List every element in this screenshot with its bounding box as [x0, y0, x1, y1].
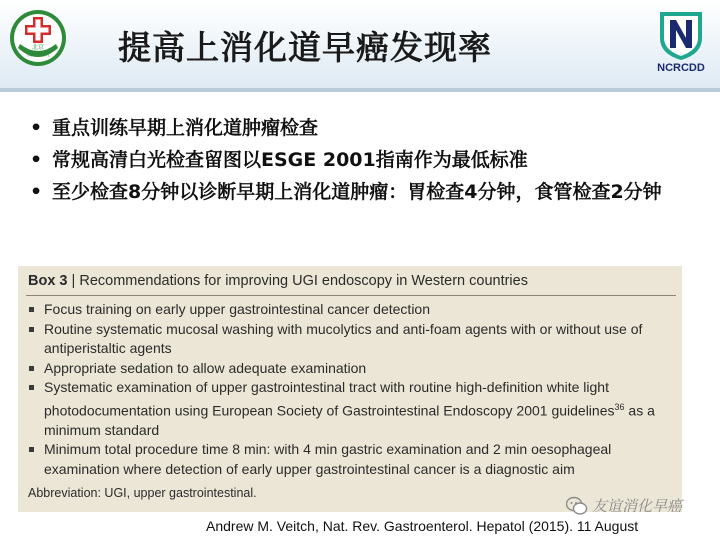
square-bullet-icon [29, 447, 34, 452]
watermark-text: 友谊消化早癌 [592, 497, 683, 515]
box-list-item [28, 300, 678, 320]
hospital-logo-text-2: 友谊医院 [25, 51, 51, 58]
square-bullet-icon [29, 327, 34, 332]
slide-header [0, 0, 720, 92]
box-divider [26, 295, 676, 296]
box-item-text: Focus training on early upper gastrointestinal cancer detection [44, 301, 430, 317]
hospital-logo [8, 8, 68, 68]
box-list-item [28, 359, 678, 379]
box-item-suffix: as a minimum standard [44, 402, 655, 438]
square-bullet-icon [29, 307, 34, 312]
bullet-item [30, 146, 700, 174]
box-title [28, 273, 528, 289]
box-abbreviation: Abbreviation: UGI, upper gastrointestinal. [28, 486, 257, 500]
box-item-text: Routine systematic mucosal washing with mucolytics and anti-foam agents with or without use of antiperistaltic agents [44, 320, 643, 356]
box-label: Box 3 [28, 273, 68, 289]
bullet-dot-icon: • [30, 117, 43, 139]
bullet-item [30, 114, 700, 142]
box-item-text: Minimum total procedure time 8 min: with 4 min gastric examination and 2 min oesophageal examination where detection of early upper gastrointestinal cancer is a diagnostic aim [44, 441, 612, 477]
hospital-logo-text-1: 北京 [31, 44, 45, 51]
citation: Andrew M. Veitch, Nat. Rev. Gastroenterol. Hepatol (2015). 11 August [206, 518, 639, 534]
square-bullet-icon [29, 385, 34, 390]
box-list-item [28, 320, 678, 359]
bullet-dot-icon: • [30, 149, 43, 171]
bullet-list [30, 114, 700, 210]
box-title-text: Recommendations for improving UGI endoscopy in Western countries [79, 273, 528, 289]
bullet-text: 至少检查8分钟以诊断早期上消化道肿瘤：胃检查4分钟，食管检查2分钟 [52, 181, 662, 203]
bullet-dot-icon: • [30, 181, 43, 203]
wechat-icon [566, 496, 588, 516]
box-list-item [28, 378, 678, 440]
reference-superscript: 36 [614, 401, 625, 412]
recommendation-box [18, 266, 682, 512]
bullet-text: 常规高清白光检查留图以ESGE 2001指南作为最低标准 [52, 149, 528, 171]
header-divider [0, 88, 720, 92]
bullet-item [30, 178, 700, 206]
wechat-watermark [566, 495, 682, 516]
box-separator: | [71, 273, 76, 289]
ncrcdd-logo [650, 8, 712, 80]
box-item-text: Appropriate sedation to allow adequate examination [44, 359, 367, 376]
box-item-text: Systematic examination of upper gastrointestinal tract with routine high-definition white light photodocumentation using European Society of Gastrointestinal Endoscopy 2001 guidelines [44, 379, 615, 419]
box-recommendation-list [28, 300, 678, 479]
ncrcdd-logo-text: NCRCDD [657, 62, 705, 74]
bullet-text: 重点训练早期上消化道肿瘤检查 [52, 117, 319, 139]
page-title: 提高上消化道早癌发现率 [118, 28, 492, 67]
square-bullet-icon [29, 366, 34, 371]
box-list-item [28, 440, 678, 479]
